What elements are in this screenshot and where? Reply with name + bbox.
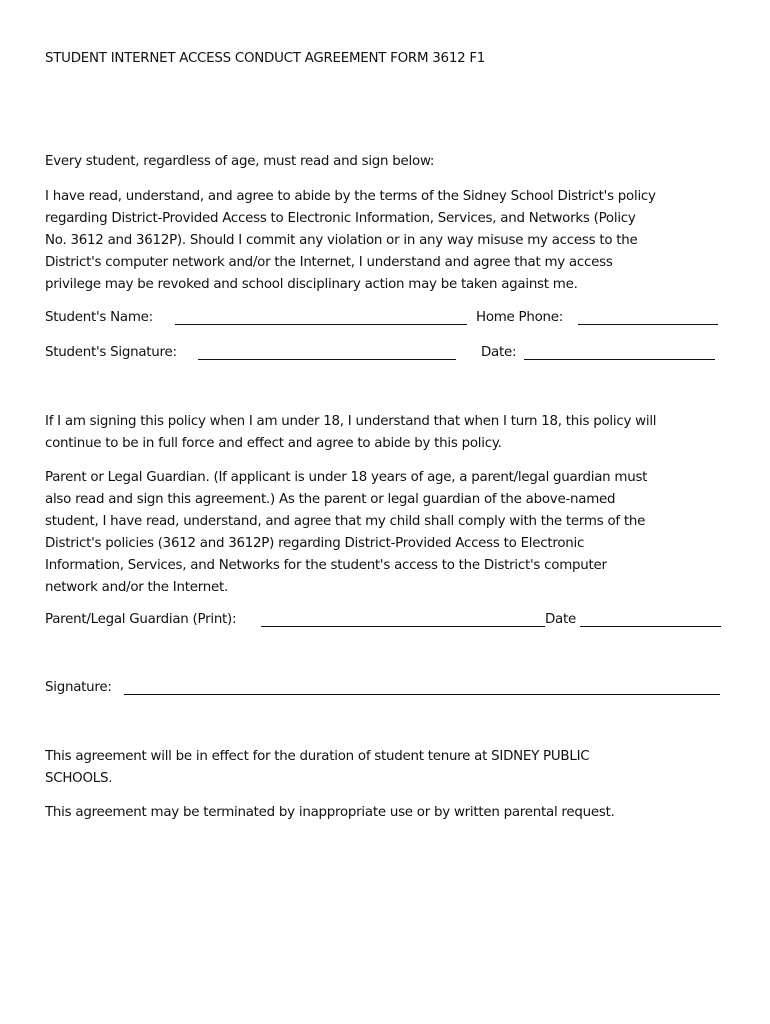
form-title: STUDENT INTERNET ACCESS CONDUCT AGREEMENT FORM 3612 F1: [45, 51, 486, 66]
student-signature-field[interactable]: [198, 359, 456, 360]
intro-text: Every student, regardless of age, must read and sign below:: [45, 154, 435, 169]
parent-guardian-paragraph: Parent or Legal Guardian. (If applicant is under 18 years of age, a parent/legal guardian must also read and sign this agreement.) As the parent or legal guardian of the above-named student, I have read, understand, and agree that my child shall comply with the terms of the District's policies (3612 and 3612P) regarding District-Provided Access to Electronic Information, Services, and Networks for the student's access to the District's computer network and/or the Internet.: [45, 470, 648, 595]
termination-text: This agreement may be terminated by inappropriate use or by written parental request.: [45, 805, 615, 820]
effect-duration-paragraph: This agreement will be in effect for the duration of student tenure at SIDNEY PUBLIC SCHOOLS.: [45, 749, 590, 786]
home-phone-label: Home Phone:: [476, 310, 564, 325]
student-date-field[interactable]: [524, 359, 715, 360]
student-date-label: Date:: [481, 345, 517, 360]
parent-print-field[interactable]: [261, 626, 545, 627]
parent-date-label: Date: [545, 612, 577, 627]
under-18-paragraph: If I am signing this policy when I am under 18, I understand that when I turn 18, this policy will continue to be in full force and effect and agree to abide by this policy.: [45, 414, 657, 451]
parent-print-label: Parent/Legal Guardian (Print):: [45, 612, 237, 627]
student-agreement-paragraph: I have read, understand, and agree to abide by the terms of the Sidney School District's policy regarding District-Provided Access to Electronic Information, Services, and Networks (Policy No. 3612 and 3612P). Should I commit any violation or in any way misuse my access to the District's computer network and/or the Internet, I understand and agree that my access privilege may be revoked and school disciplinary action may be taken against me.: [45, 189, 656, 292]
home-phone-field[interactable]: [578, 324, 718, 325]
student-name-field[interactable]: [175, 324, 467, 325]
parent-signature-label: Signature:: [45, 680, 112, 695]
parent-date-field[interactable]: [580, 626, 721, 627]
student-name-label: Student's Name:: [45, 310, 153, 325]
parent-signature-field[interactable]: [124, 694, 720, 695]
student-signature-label: Student's Signature:: [45, 345, 177, 360]
